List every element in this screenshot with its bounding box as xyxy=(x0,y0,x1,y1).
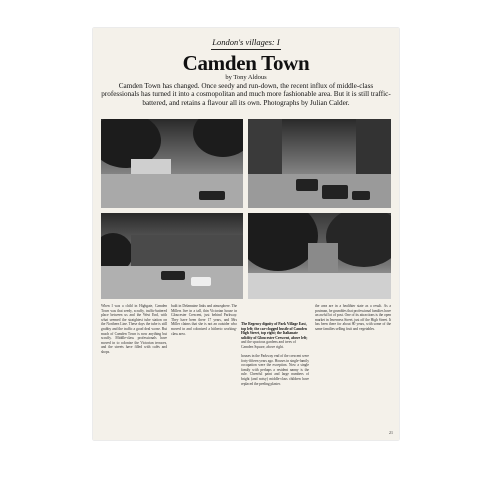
body-column-1: When I was a child in Highgate, Camden Town was that seedy, scruffy, traffic-battered place between us and the West End, with what seemed the straightest tube station on the Northern Line. These days the tube is still grubby and the traffic a good deal worse. But much of Camden Town is now anything but scruffy. Middle-class professionals have moved in to colonize the Victorian terraces, and the streets have filled with cafés and shops. xyxy=(101,304,167,354)
body-column-3-continued: houses in the Parkway end of the crescent were forty-fifteen years ago. Houses in single-family occupation were the exception. Now a single family with perhaps a resident nanny is the rule. Cheerful paint and large numbers of bright (and noisy) middle-class children have replaced the peeling plaster. xyxy=(241,354,309,386)
magazine-page xyxy=(93,28,399,440)
photo-caption xyxy=(241,322,309,350)
body-column-4: the area are in a healthier state as a result. As a postman, he grumbles that professional families have an awful lot of post. One of its attractions is the open market in Inverness Street, just off the High Street. It has been there for about 80 years, with some of the same families selling fruit and vegetables. xyxy=(315,304,391,331)
caption-bold: The Regency dignity of Park Village East, top left; the car-clogged bustle of Camden High Street, top right; the Italianate solidity of Gloucester Crescent, above left; xyxy=(241,322,308,340)
photo-park-village-east xyxy=(101,119,243,208)
series-title: London's villages: I xyxy=(212,37,280,47)
page-number: 21 xyxy=(389,430,393,435)
standfirst: Camden Town has changed. Once seedy and run-down, the recent influx of middle-class professionals has turned it into a cosmopolitan and much more fashionable area. But it is still traffic-battered, and retains a flavour all its own. Photographs by Julian Calder. xyxy=(101,82,391,107)
photo-camden-high-street xyxy=(248,119,391,208)
caption-rest: and the spacious gardens and trees of Camden Square, above right. xyxy=(241,340,296,349)
photo-camden-square xyxy=(248,213,391,299)
byline: by Tony Aldous xyxy=(225,74,267,81)
photo-gloucester-crescent xyxy=(101,213,243,299)
article-title: Camden Town xyxy=(182,51,310,75)
title-rule-top xyxy=(211,49,281,50)
body-column-2: built in Delamaine links and atmosphere. The Millers live in a tall, thin Victorian house in Gloucester Crescent, just behind Parkway. They have been there 17 years, and Mrs Miller claims that she is not an outsider who moved in and colonized a hitherto working-class area. xyxy=(171,304,237,336)
